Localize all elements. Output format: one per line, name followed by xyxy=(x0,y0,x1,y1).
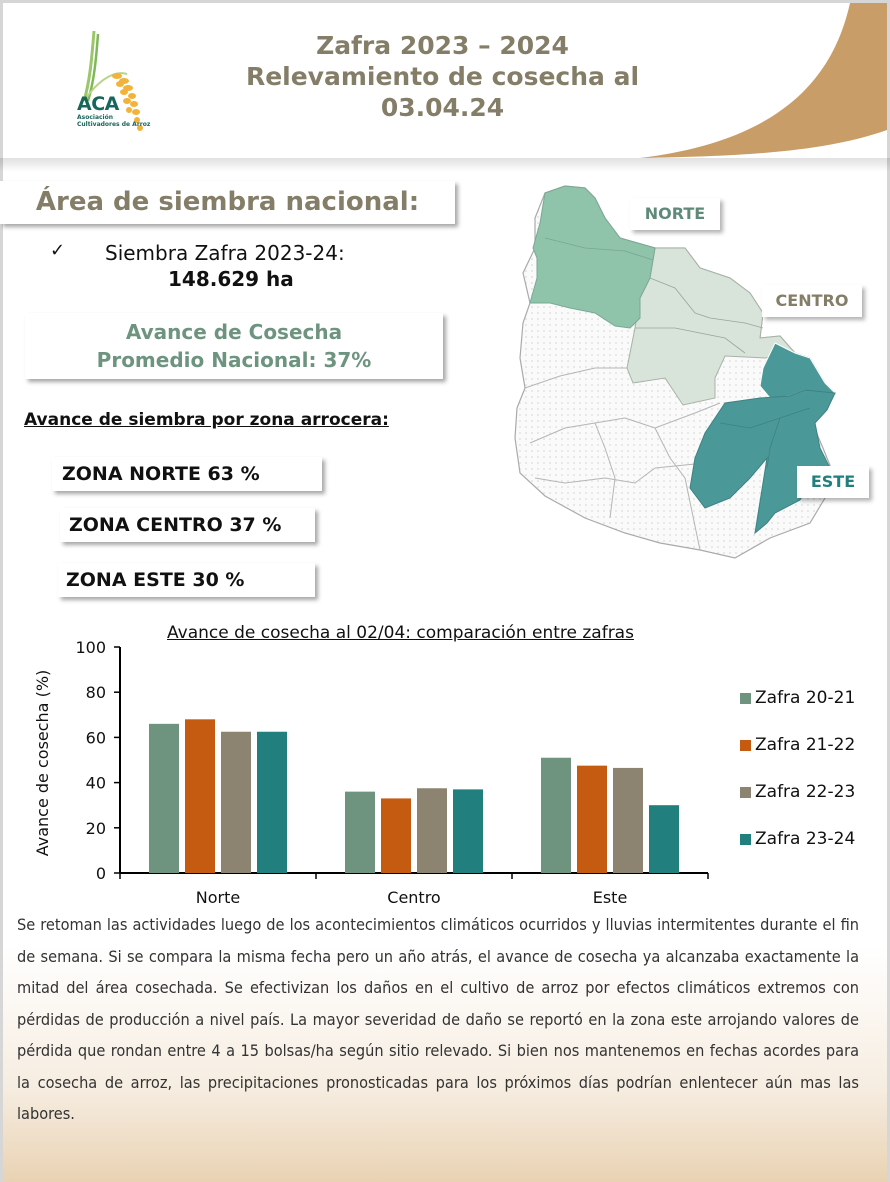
check-icon: ✓ xyxy=(50,240,66,261)
bar-este-4 xyxy=(649,805,679,873)
title-line1: Zafra 2023 – 2024 xyxy=(316,31,569,60)
bar-centro-4 xyxy=(453,789,483,873)
legend-label: Zafra 22-23 xyxy=(755,782,856,802)
zona-este-box: ZONA ESTE 30 % xyxy=(58,563,315,597)
logo xyxy=(77,95,150,128)
page-border-left xyxy=(0,0,3,1182)
legend-item xyxy=(740,735,855,755)
zona-centro-box: ZONA CENTRO 37 % xyxy=(60,508,315,542)
y-tick-label: 20 xyxy=(85,818,106,838)
bar-centro-1 xyxy=(345,792,375,873)
y-tick-label: 60 xyxy=(85,728,106,748)
legend-swatch xyxy=(740,787,751,798)
legend-item xyxy=(740,829,855,849)
chart-title: Avance de cosecha al 02/04: comparación entre zafras xyxy=(167,623,634,643)
logo-acronym: ACA xyxy=(77,93,119,115)
chart-plot xyxy=(0,618,890,913)
map-label-centro: CENTRO xyxy=(762,285,862,317)
uruguay-map xyxy=(505,178,890,568)
y-tick-label: 100 xyxy=(75,638,106,657)
bar-norte-4 xyxy=(257,732,287,873)
bar-norte-1 xyxy=(149,724,179,873)
y-tick-label: 40 xyxy=(85,773,106,793)
zonas-title: Avance de siembra por zona arrocera: xyxy=(24,410,389,430)
avance-line1: Avance de Cosecha xyxy=(125,320,343,344)
logo-name-line1: Asociación xyxy=(77,114,114,121)
chart-y-axis-label: Avance de cosecha (%) xyxy=(33,669,52,857)
map-label-norte: NORTE xyxy=(630,198,720,230)
avance-line2: Promedio Nacional: 37% xyxy=(96,348,372,372)
legend-label: Zafra 23-24 xyxy=(755,829,856,849)
bar-este-1 xyxy=(541,758,571,873)
siembra-value: 148.629 ha xyxy=(168,267,294,291)
y-tick-label: 80 xyxy=(85,683,106,703)
siembra-label: Siembra Zafra 2023-24: xyxy=(105,241,345,265)
bar-centro-3 xyxy=(417,788,447,873)
legend-label: Zafra 20-21 xyxy=(755,688,856,708)
area-title: Área de siembra nacional: xyxy=(0,181,455,224)
harvest-comparison-chart xyxy=(0,618,890,913)
x-tick-label: Este xyxy=(592,888,628,907)
avance-promedio-box xyxy=(25,313,443,379)
body-paragraph: Se retoman las actividades luego de los acontecimientos climáticos ocurridos y lluvias intermitentes durante el fin de semana. Si se compara la misma fecha pero un año atrás, el avance de cosecha ya alcanzaba exactamente la mitad del área cosechada. Se efectivizan los daños en el cultivo de arroz por efectos climáticos extremos con pérdidas de producción a nivel país. La mayor severidad de daño se reportó en la zona este arrojando valores de pérdida que rondan entre 4 a 15 bolsas/ha según sitio relevado. Si bien nos mantenemos en fechas acordes para la cosecha de arroz, las precipitaciones pronosticadas para los próximos días podrían enlentecer aún mas las labores. xyxy=(17,915,859,1123)
zona-norte-box: ZONA NORTE 63 % xyxy=(52,457,322,491)
bar-centro-2 xyxy=(381,798,411,873)
title-line3: 03.04.24 xyxy=(380,93,505,122)
bar-este-3 xyxy=(613,768,643,873)
x-tick-label: Norte xyxy=(195,888,241,907)
page-title xyxy=(200,30,685,123)
bar-este-2 xyxy=(577,766,607,873)
y-tick-label: 0 xyxy=(95,864,106,883)
legend-swatch xyxy=(740,693,751,704)
bar-norte-2 xyxy=(185,719,215,873)
bar-norte-3 xyxy=(221,732,251,873)
header xyxy=(0,0,890,175)
logo-name-line2: Cultivadores de Arroz xyxy=(77,121,151,128)
legend-item xyxy=(740,688,855,708)
x-tick-label: Centro xyxy=(387,888,441,907)
title-line2: Relevamiento de cosecha al xyxy=(245,62,640,91)
map-label-este: ESTE xyxy=(797,466,869,498)
map-region-este xyxy=(760,343,835,398)
legend-swatch xyxy=(740,740,751,751)
legend-item xyxy=(740,782,855,802)
legend-swatch xyxy=(740,834,751,845)
legend-label: Zafra 21-22 xyxy=(755,735,856,755)
